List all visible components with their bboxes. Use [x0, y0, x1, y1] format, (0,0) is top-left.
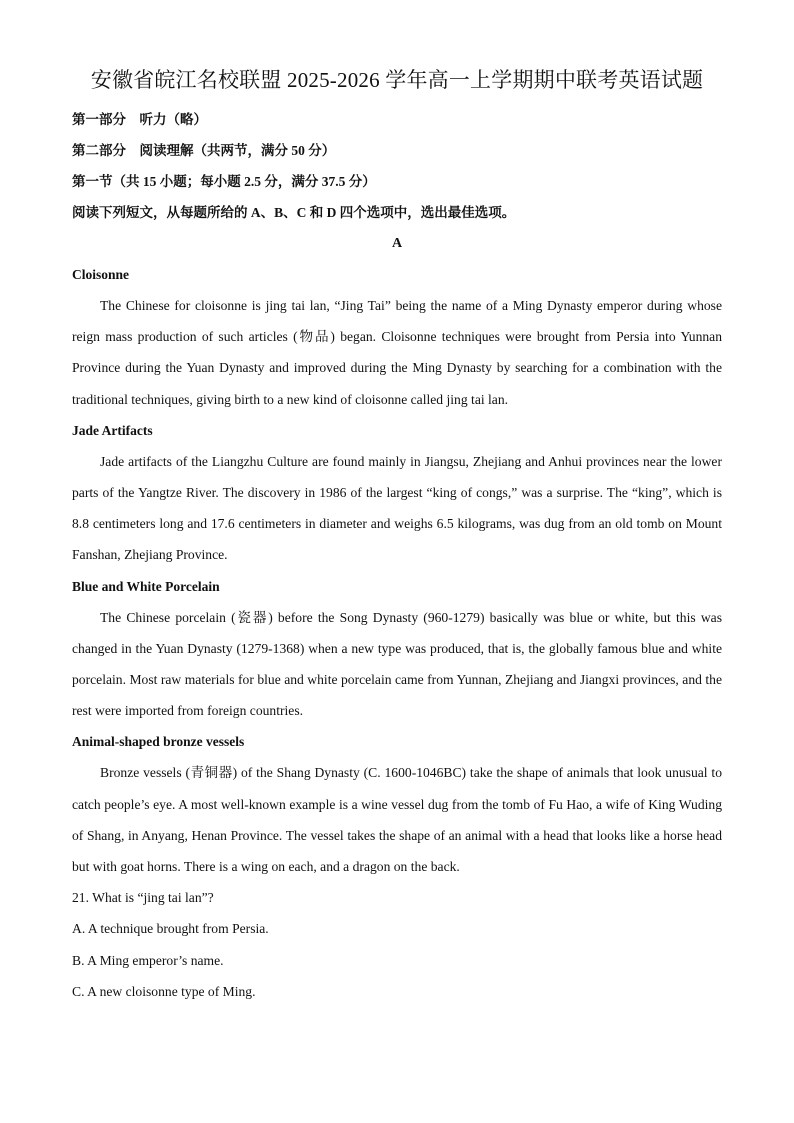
part2-heading: 第二部分 阅读理解（共两节，满分 50 分）: [72, 143, 336, 158]
passage-section-bronze: [72, 726, 722, 882]
section-paragraph: Jade artifacts of the Liangzhu Culture are found mainly in Jiangsu, Zhejiang and Anhui provinces near the lower parts of the Yangtze River. The discovery in 1986 of the largest “king of congs,” was a surprise. The “king”, which is 8.8 centimeters long and 17.6 centimeters in diameter and weighs 6.5 kilograms, was dug from an old tomb on Mount Fanshan, Zhejiang Province.: [72, 453, 722, 563]
instruction-text: 阅读下列短文，从每题所给的 A、B、C 和 D 四个选项中，选出最佳选项。: [72, 205, 516, 220]
section-heading: Cloisonne: [72, 267, 130, 282]
option-a: A. A technique brought from Persia.: [72, 921, 269, 937]
passage-section-cloisonne: [72, 259, 722, 415]
option-b: B. A Ming emperor’s name.: [72, 952, 224, 968]
exam-title: 安徽省皖江名校联盟 2025-2026 学年高一上学期期中联考英语试题: [90, 68, 704, 92]
passage-section-jade: [72, 415, 722, 571]
section1-heading: 第一节（共 15 小题；每小题 2.5 分，满分 37.5 分）: [72, 174, 376, 189]
part1-heading: 第一部分 听力（略）: [72, 112, 207, 127]
section-heading: Blue and White Porcelain: [72, 578, 220, 594]
passage-section-porcelain: [72, 571, 722, 727]
passage-letter: A: [391, 236, 403, 251]
section-paragraph: The Chinese for cloisonne is jing tai lan, “Jing Tai” being the name of a Ming Dynasty emperor during whose reign mass production of such articles (物品) began. Cloisonne techniques were brought from Persia into Yunnan Province during the Yuan Dynasty and improved during the Ming Dynasty by searching for a combination with the traditional techniques, giving birth to a new kind of cloisonne called jing tai lan.: [72, 298, 722, 407]
section-heading: Animal-shaped bronze vessels: [72, 734, 245, 750]
exam-page: [72, 64, 722, 1007]
option-c: C. A new cloisonne type of Ming.: [72, 983, 256, 999]
question-stem: 21. What is “jing tai lan”?: [72, 890, 214, 906]
section-paragraph: The Chinese porcelain (瓷器) before the Song Dynasty (960-1279) basically was blue or white, but this was changed in the Yuan Dynasty (1279-1368) when a new type was produced, that is, the globally famous blue and white porcelain. Most raw materials for blue and white porcelain came from Yunnan, Zhejiang and Jiangxi provinces, and the rest were imported from foreign countries.: [72, 609, 722, 719]
question-block: [72, 882, 722, 1007]
section-paragraph: Bronze vessels (青铜器) of the Shang Dynasty (C. 1600-1046BC) take the shape of animals that look unusual to catch people’s eye. A most well-known example is a wine vessel dug from the tomb of Fu Hao, a wife of King Wuding of Shang, in Anyang, Henan Province. The vessel takes the shape of an animal with a head that looks like a horse head but with goat horns. There is a wing on each, and a dragon on the back.: [72, 765, 722, 875]
section-heading: Jade Artifacts: [72, 422, 153, 438]
